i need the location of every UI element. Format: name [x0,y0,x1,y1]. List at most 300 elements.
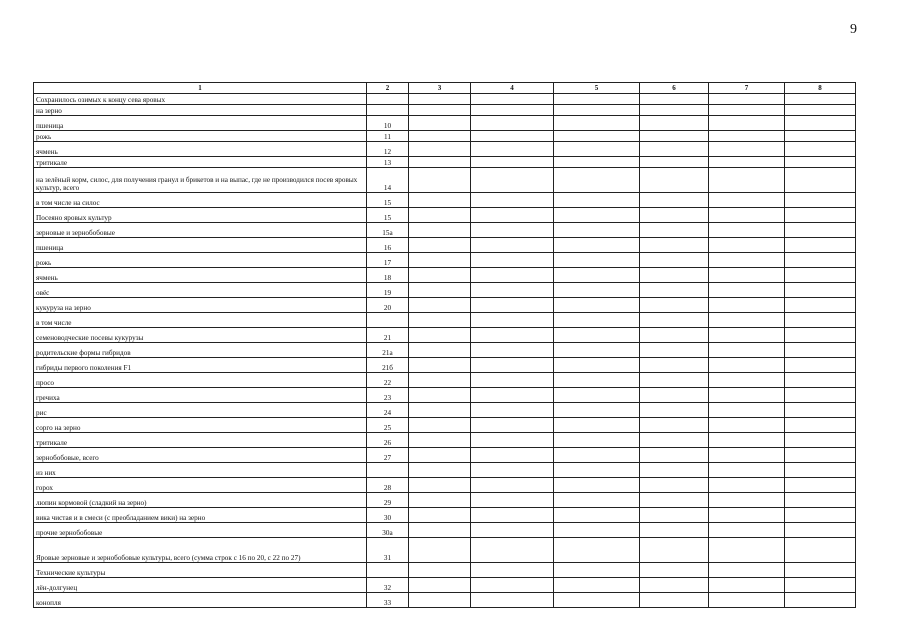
column-header: 6 [640,83,709,94]
data-cell[interactable] [471,298,554,313]
data-cell[interactable] [709,593,785,608]
data-cell[interactable] [640,313,709,328]
data-cell[interactable] [471,168,554,193]
data-cell[interactable] [709,105,785,116]
data-cell[interactable] [709,313,785,328]
table-row [34,298,856,313]
data-cell[interactable] [471,523,554,538]
data-cell[interactable] [409,131,471,142]
data-cell[interactable] [640,298,709,313]
table-row [34,193,856,208]
column-header: 4 [471,83,554,94]
row-label: вика чистая и в смеси (с преобладанием вики) на зерно [34,508,367,523]
data-cell[interactable] [640,94,709,105]
data-cell[interactable] [785,94,856,105]
data-cell[interactable] [785,388,856,403]
data-cell[interactable] [554,448,640,463]
table-row [34,403,856,418]
data-cell[interactable] [409,593,471,608]
data-cell[interactable] [640,433,709,448]
data-cell[interactable] [409,403,471,418]
data-cell[interactable] [785,116,856,131]
row-code: 21 [367,328,409,343]
table-row [34,223,856,238]
row-code: 10 [367,116,409,131]
data-cell[interactable] [471,268,554,283]
data-cell[interactable] [554,508,640,523]
row-label: ячмень [34,268,367,283]
table-row [34,268,856,283]
data-cell[interactable] [409,105,471,116]
data-cell[interactable] [554,358,640,373]
data-cell[interactable] [640,193,709,208]
sown-area-table [33,82,856,608]
data-cell[interactable] [640,223,709,238]
data-cell[interactable] [709,403,785,418]
data-cell[interactable] [554,343,640,358]
row-label: тритикале [34,433,367,448]
row-code: 21б [367,358,409,373]
data-cell[interactable] [640,105,709,116]
data-cell[interactable] [471,283,554,298]
data-cell[interactable] [785,253,856,268]
data-cell[interactable] [409,508,471,523]
data-cell[interactable] [409,388,471,403]
row-label: семеноводческие посевы кукурузы [34,328,367,343]
data-cell[interactable] [709,283,785,298]
row-code: 32 [367,578,409,593]
row-code: 17 [367,253,409,268]
data-cell[interactable] [785,343,856,358]
row-label: зернобобовые, всего [34,448,367,463]
data-cell[interactable] [409,478,471,493]
data-cell[interactable] [785,328,856,343]
data-cell[interactable] [640,283,709,298]
table-row [34,131,856,142]
row-code: 22 [367,373,409,388]
data-cell[interactable] [640,403,709,418]
data-cell[interactable] [640,388,709,403]
data-cell[interactable] [471,223,554,238]
data-cell[interactable] [640,508,709,523]
data-cell[interactable] [471,403,554,418]
table-row [34,388,856,403]
data-cell[interactable] [554,208,640,223]
data-cell[interactable] [640,238,709,253]
table-row [34,563,856,578]
data-cell[interactable] [785,478,856,493]
row-label: сорго на зерно [34,418,367,433]
data-cell[interactable] [709,463,785,478]
data-cell[interactable] [409,373,471,388]
data-cell[interactable] [409,563,471,578]
row-code: 29 [367,493,409,508]
row-label: овёс [34,283,367,298]
row-code [367,563,409,578]
data-cell[interactable] [554,116,640,131]
data-cell[interactable] [471,593,554,608]
row-code: 15 [367,193,409,208]
data-cell[interactable] [640,523,709,538]
data-cell[interactable] [709,223,785,238]
data-cell[interactable] [554,298,640,313]
table-row [34,508,856,523]
data-cell[interactable] [409,433,471,448]
data-cell[interactable] [785,433,856,448]
data-cell[interactable] [709,268,785,283]
data-cell[interactable] [640,157,709,168]
table-row [34,116,856,131]
data-cell[interactable] [554,538,640,563]
data-cell[interactable] [709,208,785,223]
data-cell[interactable] [409,448,471,463]
data-cell[interactable] [554,463,640,478]
data-cell[interactable] [640,538,709,563]
table-row [34,593,856,608]
data-cell[interactable] [554,403,640,418]
data-cell[interactable] [640,268,709,283]
table-row [34,358,856,373]
data-cell[interactable] [785,208,856,223]
data-cell[interactable] [785,105,856,116]
data-cell[interactable] [785,283,856,298]
data-cell[interactable] [709,328,785,343]
data-cell[interactable] [554,523,640,538]
data-cell[interactable] [471,193,554,208]
table-row [34,157,856,168]
data-cell[interactable] [785,403,856,418]
data-cell[interactable] [409,168,471,193]
data-cell[interactable] [554,313,640,328]
data-cell[interactable] [785,448,856,463]
table-row [34,208,856,223]
table-row [34,313,856,328]
data-cell[interactable] [409,238,471,253]
data-cell[interactable] [709,448,785,463]
data-cell[interactable] [554,563,640,578]
data-cell[interactable] [640,448,709,463]
data-cell[interactable] [471,388,554,403]
page-number: 9 [850,22,857,37]
data-cell[interactable] [709,343,785,358]
data-cell[interactable] [471,157,554,168]
row-code: 13 [367,157,409,168]
data-cell[interactable] [409,94,471,105]
data-cell[interactable] [709,478,785,493]
data-cell[interactable] [640,343,709,358]
row-code: 11 [367,131,409,142]
data-cell[interactable] [554,493,640,508]
row-code: 25 [367,418,409,433]
data-cell[interactable] [471,328,554,343]
data-cell[interactable] [554,433,640,448]
data-cell[interactable] [471,238,554,253]
data-cell[interactable] [554,168,640,193]
data-cell[interactable] [409,523,471,538]
data-cell[interactable] [554,193,640,208]
data-cell[interactable] [471,131,554,142]
data-cell[interactable] [640,373,709,388]
row-label: Посеяно яровых культур [34,208,367,223]
row-label: Яровые зерновые и зернобобовые культуры, всего (сумма строк с 16 по 20, с 22 по 27) [34,538,367,563]
data-cell[interactable] [785,523,856,538]
data-cell[interactable] [785,358,856,373]
data-cell[interactable] [640,142,709,157]
row-label: на зелёный корм, силос, для получения гранул и брикетов и на выпас, где не производился посев яровых культур, всего [34,168,367,193]
data-cell[interactable] [709,238,785,253]
data-cell[interactable] [471,142,554,157]
row-label: на зерно [34,105,367,116]
row-label: рожь [34,131,367,142]
row-code: 31 [367,538,409,563]
table-row [34,538,856,563]
table-row [34,578,856,593]
data-cell[interactable] [640,208,709,223]
data-cell[interactable] [785,298,856,313]
data-cell[interactable] [554,373,640,388]
data-cell[interactable] [785,373,856,388]
data-cell[interactable] [785,508,856,523]
data-cell[interactable] [709,493,785,508]
data-cell[interactable] [640,253,709,268]
data-cell[interactable] [471,373,554,388]
data-cell[interactable] [640,578,709,593]
data-cell[interactable] [709,538,785,563]
data-cell[interactable] [554,593,640,608]
data-cell[interactable] [471,493,554,508]
data-cell[interactable] [709,508,785,523]
table-row [34,433,856,448]
data-cell[interactable] [709,253,785,268]
data-cell[interactable] [709,358,785,373]
table-row [34,448,856,463]
data-cell[interactable] [471,313,554,328]
table-row [34,94,856,105]
column-header: 1 [34,83,367,94]
data-cell[interactable] [640,463,709,478]
data-cell[interactable] [471,105,554,116]
table-row [34,238,856,253]
row-label: гречиха [34,388,367,403]
row-label: гибриды первого поколения F1 [34,358,367,373]
data-cell[interactable] [409,268,471,283]
data-cell[interactable] [554,238,640,253]
data-cell[interactable] [640,328,709,343]
column-header: 7 [709,83,785,94]
row-label: прочие зернобобовые [34,523,367,538]
data-cell[interactable] [409,463,471,478]
table-row [34,373,856,388]
data-cell[interactable] [785,493,856,508]
column-header: 3 [409,83,471,94]
row-label: лён-долгунец [34,578,367,593]
data-cell[interactable] [785,313,856,328]
column-header: 5 [554,83,640,94]
data-cell[interactable] [554,388,640,403]
data-cell[interactable] [709,142,785,157]
data-cell[interactable] [709,388,785,403]
data-cell[interactable] [471,116,554,131]
data-cell[interactable] [554,253,640,268]
data-cell[interactable] [471,433,554,448]
table-row [34,253,856,268]
data-cell[interactable] [409,538,471,563]
data-cell[interactable] [409,223,471,238]
data-cell[interactable] [471,448,554,463]
data-cell[interactable] [471,478,554,493]
table-row [34,463,856,478]
data-cell[interactable] [471,358,554,373]
data-cell[interactable] [409,418,471,433]
data-cell[interactable] [409,208,471,223]
data-cell[interactable] [409,578,471,593]
data-cell[interactable] [640,478,709,493]
table-row [34,328,856,343]
row-label: зерновые и зернобобовые [34,223,367,238]
row-label: в том числе на силос [34,193,367,208]
data-cell[interactable] [409,116,471,131]
row-code: 33 [367,593,409,608]
data-cell[interactable] [785,168,856,193]
data-cell[interactable] [709,94,785,105]
data-cell[interactable] [554,328,640,343]
column-header: 2 [367,83,409,94]
data-cell[interactable] [471,208,554,223]
data-cell[interactable] [471,418,554,433]
data-cell[interactable] [554,478,640,493]
data-cell[interactable] [554,105,640,116]
data-cell[interactable] [785,593,856,608]
data-cell[interactable] [640,358,709,373]
data-cell[interactable] [554,142,640,157]
data-cell[interactable] [640,593,709,608]
row-code: 20 [367,298,409,313]
data-cell[interactable] [709,193,785,208]
data-cell[interactable] [554,268,640,283]
row-code: 26 [367,433,409,448]
row-code: 14 [367,168,409,193]
data-cell[interactable] [409,157,471,168]
data-cell[interactable] [471,94,554,105]
row-label: рожь [34,253,367,268]
data-cell[interactable] [471,508,554,523]
row-label: конопля [34,593,367,608]
data-cell[interactable] [409,298,471,313]
row-code: 16 [367,238,409,253]
table-row [34,105,856,116]
row-code: 27 [367,448,409,463]
data-cell[interactable] [785,463,856,478]
data-cell[interactable] [785,418,856,433]
data-cell[interactable] [471,538,554,563]
table-row [34,283,856,298]
data-cell[interactable] [709,373,785,388]
data-cell[interactable] [409,253,471,268]
row-label: пшеница [34,116,367,131]
data-cell[interactable] [709,116,785,131]
data-cell[interactable] [554,131,640,142]
data-cell[interactable] [471,343,554,358]
row-code [367,105,409,116]
data-cell[interactable] [554,418,640,433]
data-cell[interactable] [640,493,709,508]
row-label: родительские формы гибридов [34,343,367,358]
row-label: люпин кормовой (сладкий на зерно) [34,493,367,508]
table-row [34,478,856,493]
data-cell[interactable] [471,253,554,268]
table-row [34,168,856,193]
column-header: 8 [785,83,856,94]
data-cell[interactable] [709,418,785,433]
data-cell[interactable] [640,116,709,131]
data-cell[interactable] [471,463,554,478]
data-cell[interactable] [785,563,856,578]
data-cell[interactable] [554,283,640,298]
data-cell[interactable] [709,168,785,193]
data-cell[interactable] [554,223,640,238]
row-label: из них [34,463,367,478]
data-cell[interactable] [709,433,785,448]
data-cell[interactable] [785,538,856,563]
row-code: 30 [367,508,409,523]
data-cell[interactable] [409,142,471,157]
data-cell[interactable] [554,157,640,168]
data-cell[interactable] [640,131,709,142]
data-cell[interactable] [785,193,856,208]
data-cell[interactable] [471,563,554,578]
data-cell[interactable] [709,563,785,578]
data-cell[interactable] [709,298,785,313]
row-code [367,313,409,328]
data-cell[interactable] [409,358,471,373]
data-cell[interactable] [709,131,785,142]
row-code: 15а [367,223,409,238]
row-label: горох [34,478,367,493]
data-cell[interactable] [554,578,640,593]
data-cell[interactable] [709,578,785,593]
table-row [34,418,856,433]
table-row [34,523,856,538]
row-label: Сохранилось озимых к концу сева яровых [34,94,367,105]
data-cell[interactable] [409,493,471,508]
data-cell[interactable] [554,94,640,105]
table-row [34,493,856,508]
data-cell[interactable] [709,523,785,538]
table-row [34,343,856,358]
data-cell[interactable] [785,223,856,238]
row-label: рис [34,403,367,418]
data-cell[interactable] [709,157,785,168]
data-cell[interactable] [471,578,554,593]
data-cell[interactable] [640,563,709,578]
row-label: просо [34,373,367,388]
data-cell[interactable] [785,131,856,142]
data-cell[interactable] [785,238,856,253]
data-cell[interactable] [409,283,471,298]
data-cell[interactable] [409,193,471,208]
data-cell[interactable] [640,168,709,193]
data-cell[interactable] [409,313,471,328]
data-cell[interactable] [640,418,709,433]
row-code: 23 [367,388,409,403]
data-cell[interactable] [785,268,856,283]
data-cell[interactable] [785,142,856,157]
data-cell[interactable] [785,157,856,168]
data-cell[interactable] [409,328,471,343]
row-code: 24 [367,403,409,418]
data-cell[interactable] [409,343,471,358]
data-cell[interactable] [785,578,856,593]
